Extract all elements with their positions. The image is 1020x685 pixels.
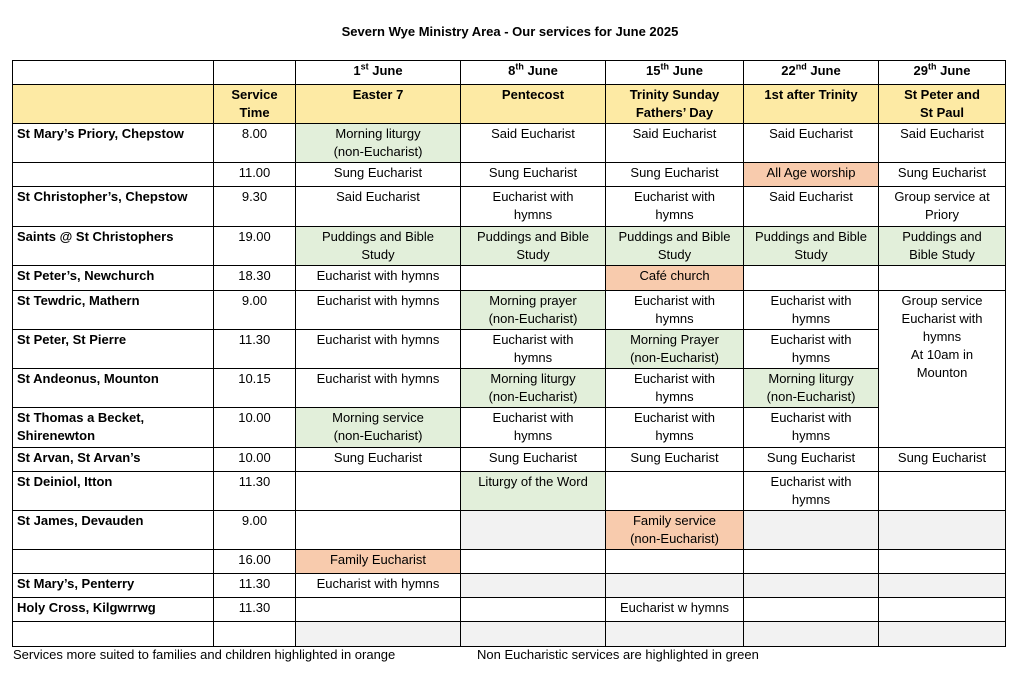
service-cell: Eucharist w hymns: [606, 598, 744, 622]
service-cell: Sung Eucharist: [461, 163, 606, 187]
service-time: 9.00: [214, 511, 296, 550]
service-cell: Eucharist with hymns: [461, 408, 606, 448]
service-time: 16.00: [214, 550, 296, 574]
service-time-header: Service Time: [214, 85, 296, 124]
service-cell: [606, 472, 744, 511]
service-cell: [879, 598, 1006, 622]
church-name: St Arvan, St Arvan’s: [13, 448, 214, 472]
service-cell: Sung Eucharist: [296, 448, 461, 472]
header-blank-cell: [13, 85, 214, 124]
service-cell: Sung Eucharist: [744, 448, 879, 472]
church-name: St Andeonus, Mounton: [13, 369, 214, 408]
service-cell: Group service at Priory: [879, 187, 1006, 227]
service-cell: All Age worship: [744, 163, 879, 187]
church-name: [13, 550, 214, 574]
occasion-header-cell: Pentecost: [461, 85, 606, 124]
date-header-row: [13, 61, 1006, 85]
service-cell: [296, 598, 461, 622]
church-name: [13, 622, 214, 647]
service-cell: [744, 574, 879, 598]
occasion-header-cell: Easter 7: [296, 85, 461, 124]
table-row: [13, 291, 1006, 330]
service-time: 19.00: [214, 227, 296, 266]
service-cell: Morning Prayer (non-Eucharist): [606, 330, 744, 369]
church-name: Holy Cross, Kilgwrrwg: [13, 598, 214, 622]
service-cell: Morning service (non-Eucharist): [296, 408, 461, 448]
date-header-cell: 1st June: [296, 61, 461, 85]
service-cell: Eucharist with hymns: [461, 187, 606, 227]
service-cell: [879, 472, 1006, 511]
service-cell: Puddings and Bible Study: [461, 227, 606, 266]
service-cell: Said Eucharist: [606, 124, 744, 163]
table-row: [13, 266, 1006, 291]
service-time: 10.00: [214, 448, 296, 472]
table-row: [13, 511, 1006, 550]
service-cell: [879, 266, 1006, 291]
service-cell: [744, 598, 879, 622]
service-cell: Eucharist with hymns: [744, 291, 879, 330]
table-row: [13, 369, 1006, 408]
service-cell: [744, 622, 879, 647]
service-cell: Sung Eucharist: [606, 163, 744, 187]
church-name: [13, 163, 214, 187]
table-row: [13, 408, 1006, 448]
service-cell: [744, 550, 879, 574]
service-time: 11.30: [214, 598, 296, 622]
header-blank-cell: [214, 61, 296, 85]
service-cell: [461, 266, 606, 291]
date-header-cell: 22nd June: [744, 61, 879, 85]
church-name: St Tewdric, Mathern: [13, 291, 214, 330]
service-time: 11.30: [214, 574, 296, 598]
service-cell: [296, 622, 461, 647]
occasion-header-cell: St Peter and St Paul: [879, 85, 1006, 124]
table-row: [13, 124, 1006, 163]
table-row: [13, 598, 1006, 622]
service-cell: Morning liturgy (non-Eucharist): [744, 369, 879, 408]
service-cell: Eucharist with hymns: [606, 291, 744, 330]
service-cell: Eucharist with hymns: [744, 472, 879, 511]
service-cell: [461, 598, 606, 622]
occasion-header-row: [13, 85, 1006, 124]
service-cell: Eucharist with hymns: [296, 291, 461, 330]
service-time: 9.00: [214, 291, 296, 330]
service-cell: Café church: [606, 266, 744, 291]
service-cell: Eucharist with hymns: [606, 408, 744, 448]
service-cell: Said Eucharist: [296, 187, 461, 227]
service-cell: Puddings and Bible Study: [879, 227, 1006, 266]
church-name: St Mary’s, Penterry: [13, 574, 214, 598]
table-row: [13, 163, 1006, 187]
service-time: 10.00: [214, 408, 296, 448]
service-cell: [879, 574, 1006, 598]
legend-green-note: Non Eucharistic services are highlighted in green: [477, 647, 759, 662]
service-cell: [461, 622, 606, 647]
service-cell: [879, 550, 1006, 574]
church-name: St James, Devauden: [13, 511, 214, 550]
service-cell: Liturgy of the Word: [461, 472, 606, 511]
service-cell: [461, 550, 606, 574]
table-row: [13, 472, 1006, 511]
table-row: [13, 622, 1006, 647]
church-name: Saints @ St Christophers: [13, 227, 214, 266]
table-row: [13, 187, 1006, 227]
service-cell: Said Eucharist: [879, 124, 1006, 163]
church-name: St Peter, St Pierre: [13, 330, 214, 369]
service-cell: Eucharist with hymns: [744, 408, 879, 448]
service-cell: [744, 511, 879, 550]
service-cell: Eucharist with hymns: [296, 574, 461, 598]
service-cell: Sung Eucharist: [461, 448, 606, 472]
service-cell: [606, 550, 744, 574]
group-service-cell: Group service Eucharist with hymns At 10am in Mounton: [879, 291, 1006, 448]
occasion-header-cell: 1st after Trinity: [744, 85, 879, 124]
service-cell: [744, 266, 879, 291]
service-cell: Sung Eucharist: [879, 163, 1006, 187]
date-header-cell: 8th June: [461, 61, 606, 85]
page-title: Severn Wye Ministry Area - Our services for June 2025: [341, 24, 679, 39]
church-name: St Christopher’s, Chepstow: [13, 187, 214, 227]
church-name: St Thomas a Becket, Shirenewton: [13, 408, 214, 448]
service-cell: Said Eucharist: [461, 124, 606, 163]
service-cell: Family Eucharist: [296, 550, 461, 574]
service-time: 10.15: [214, 369, 296, 408]
service-time: 9.30: [214, 187, 296, 227]
service-cell: Eucharist with hymns: [461, 330, 606, 369]
table-row: [13, 448, 1006, 472]
service-cell: Morning prayer (non-Eucharist): [461, 291, 606, 330]
service-cell: [879, 622, 1006, 647]
church-name: St Peter’s, Newchurch: [13, 266, 214, 291]
table-row: [13, 330, 1006, 369]
service-cell: Puddings and Bible Study: [296, 227, 461, 266]
service-cell: [606, 574, 744, 598]
legend-orange-note: Services more suited to families and children highlighted in orange: [13, 647, 396, 662]
service-time: 11.30: [214, 472, 296, 511]
service-time: 11.30: [214, 330, 296, 369]
occasion-header-cell: Trinity Sunday Fathers’ Day: [606, 85, 744, 124]
service-cell: [296, 511, 461, 550]
service-cell: Puddings and Bible Study: [606, 227, 744, 266]
service-time: 18.30: [214, 266, 296, 291]
service-cell: Eucharist with hymns: [744, 330, 879, 369]
service-cell: Eucharist with hymns: [296, 266, 461, 291]
service-cell: Morning liturgy (non-Eucharist): [461, 369, 606, 408]
church-name: St Mary’s Priory, Chepstow: [13, 124, 214, 163]
service-cell: Eucharist with hymns: [606, 187, 744, 227]
date-header-cell: 15th June: [606, 61, 744, 85]
church-name: St Deiniol, Itton: [13, 472, 214, 511]
service-cell: [296, 472, 461, 511]
service-cell: Said Eucharist: [744, 124, 879, 163]
service-cell: Sung Eucharist: [296, 163, 461, 187]
service-cell: Sung Eucharist: [606, 448, 744, 472]
service-cell: Puddings and Bible Study: [744, 227, 879, 266]
service-cell: Sung Eucharist: [879, 448, 1006, 472]
services-table: [12, 60, 1006, 647]
service-cell: Family service (non-Eucharist): [606, 511, 744, 550]
service-cell: Eucharist with hymns: [606, 369, 744, 408]
service-cell: [879, 511, 1006, 550]
service-time: 11.00: [214, 163, 296, 187]
table-row: [13, 227, 1006, 266]
date-header-cell: 29th June: [879, 61, 1006, 85]
service-cell: Morning liturgy (non-Eucharist): [296, 124, 461, 163]
service-time: 8.00: [214, 124, 296, 163]
table-row: [13, 550, 1006, 574]
header-blank-cell: [13, 61, 214, 85]
service-cell: Eucharist with hymns: [296, 330, 461, 369]
service-cell: Eucharist with hymns: [296, 369, 461, 408]
service-cell: Said Eucharist: [744, 187, 879, 227]
service-cell: [461, 574, 606, 598]
service-cell: [606, 622, 744, 647]
service-time: [214, 622, 296, 647]
table-row: [13, 574, 1006, 598]
service-cell: [461, 511, 606, 550]
